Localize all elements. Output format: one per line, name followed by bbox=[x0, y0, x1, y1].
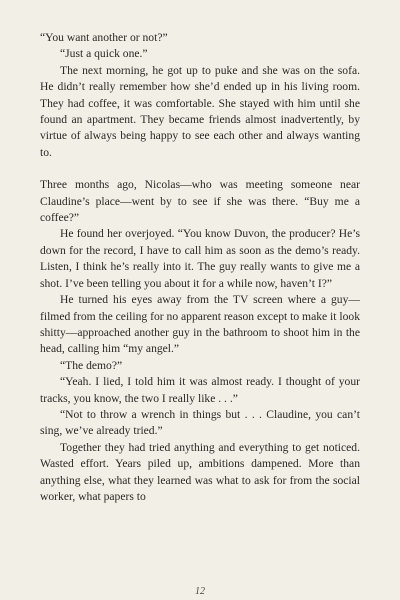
paragraph: He found her overjoyed. “You know Duvon, the producer? He’s down for the record, I have to call him as soon as the demo’s ready. Listen, I think he’s really into it. The guy really wants to give me a shot. I’ve been telling you about it for a while now, haven’t I?” bbox=[40, 227, 360, 290]
paragraph: “Yeah. I lied, I told him it was almost ready. I thought of your tracks, you know, the two I really like . . .” bbox=[40, 375, 360, 405]
page-number: 12 bbox=[195, 586, 205, 597]
paragraph: “You want another or not?” bbox=[40, 31, 168, 44]
paragraph: He turned his eyes away from the TV screen where a guy—filmed from the ceiling for no apparent reason except to make it look shitty—approached another guy in the bathroom to shoot him in the head, calling him “my angel.” bbox=[40, 293, 361, 356]
paragraph: “The demo?” bbox=[60, 358, 123, 372]
body-text bbox=[40, 30, 360, 505]
paragraph: “Just a quick one.” bbox=[60, 47, 148, 61]
paragraph: “Not to throw a wrench in things but . . . Claudine, you can’t sing, we’ve already tried.” bbox=[40, 407, 360, 438]
paragraph: Three months ago, Nicolas—who was meeting someone near Claudine’s place—went by to see if she was there. “Buy me a coffee?” bbox=[40, 178, 360, 225]
paragraph: Together they had tried anything and everything to get noticed. Wasted effort. Years piled up, ambitions dampened. More than anything else, what they learned was what to ask for from the social worker, what papers to bbox=[40, 440, 360, 503]
paragraph: The next morning, he got up to puke and she was on the sofa. He didn’t really remember how she’d ended up in his living room. They had coffee, it was comfortable. She stayed with him until she found an apartment. They became friends almost inadvertently, by virtue of always being happy to see each other and always wanting to. bbox=[40, 63, 360, 159]
